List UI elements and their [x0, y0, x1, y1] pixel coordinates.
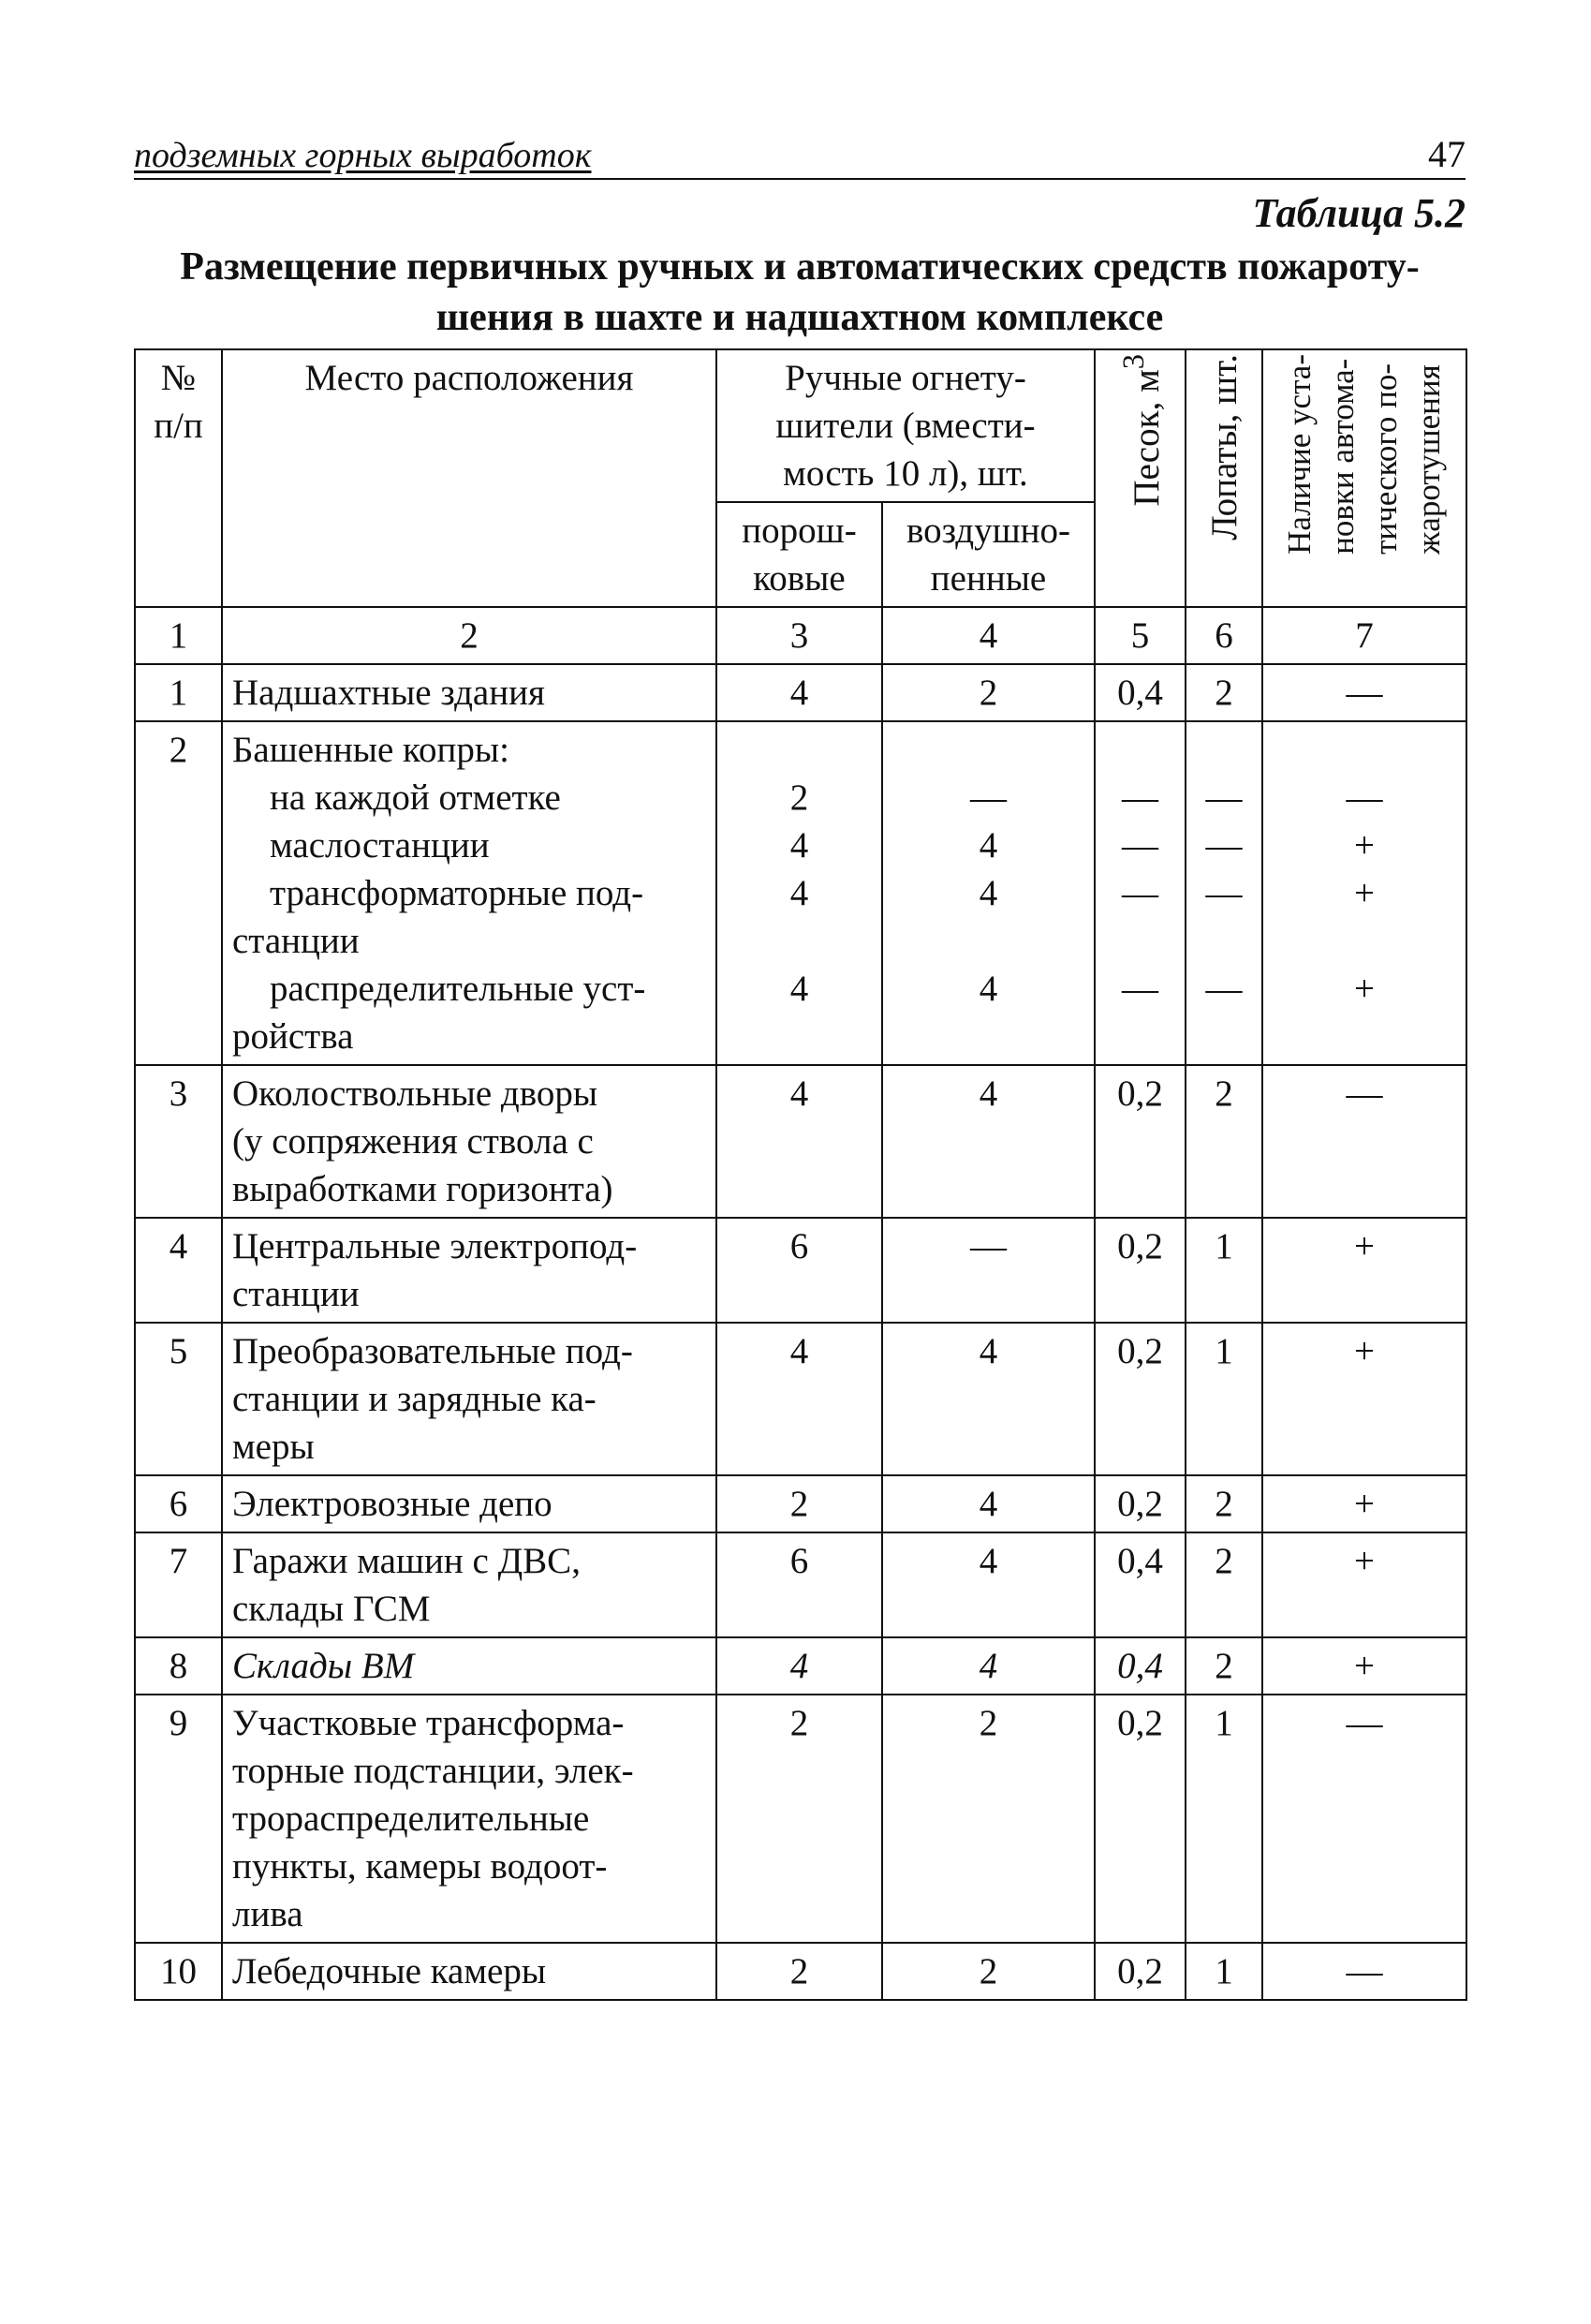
row-shovels: 1 [1186, 1218, 1262, 1323]
row-auto: + [1262, 1637, 1466, 1695]
row-powder: 6 [716, 1218, 882, 1323]
row-foam: 2 [882, 1695, 1095, 1943]
row-shovels: 2 [1186, 1532, 1262, 1637]
row-place: Преобразовательные под- станции и зарядные ка- меры [222, 1323, 716, 1475]
header-foam: воздушно- пенные [882, 502, 1095, 607]
column-number: 5 [1095, 607, 1186, 664]
row-auto: + [1262, 1475, 1466, 1532]
row-shovels: — — — — [1186, 721, 1262, 1065]
row-place: Центральные электропод- станции [222, 1218, 716, 1323]
table-title-line: шения в шахте и надшахтном комплексе [435, 296, 1164, 339]
row-powder: 4 [716, 664, 882, 721]
row-number: 3 [135, 1065, 222, 1218]
row-foam: — [882, 1218, 1095, 1323]
row-foam: 4 [882, 1532, 1095, 1637]
row-powder: 2 [716, 1943, 882, 2000]
row-number: 4 [135, 1218, 222, 1323]
row-number: 1 [135, 664, 222, 721]
row-shovels: 1 [1186, 1695, 1262, 1943]
table-row [135, 664, 1466, 721]
table-row [135, 1695, 1466, 1943]
row-number: 8 [135, 1637, 222, 1695]
row-place: Электровозные депо [222, 1475, 716, 1532]
row-auto: + [1262, 1323, 1466, 1475]
row-shovels: 1 [1186, 1943, 1262, 2000]
row-foam: 2 [882, 664, 1095, 721]
row-sand: 0,4 [1095, 1532, 1186, 1637]
row-powder: 4 [716, 1065, 882, 1218]
row-sand: 0,2 [1095, 1065, 1186, 1218]
table-row [135, 1475, 1466, 1532]
row-foam: — 4 4 4 [882, 721, 1095, 1065]
header-powder: порош- ковые [716, 502, 882, 607]
row-place: Участковые трансформа- торные подстанции, элек- трораспределительные пункты, камеры водоот- лива [222, 1695, 716, 1943]
row-foam: 4 [882, 1637, 1095, 1695]
row-place: Башенные копры: на каждой отметке маслостанции трансформаторные под- станции распределительные уст- ройства [222, 721, 716, 1065]
row-shovels: 2 [1186, 1065, 1262, 1218]
table-row [135, 1323, 1466, 1475]
running-title: подземных горных выработок [134, 136, 592, 175]
row-sand: 0,4 [1095, 664, 1186, 721]
header-shovels: Лопаты, шт. [1186, 349, 1262, 607]
row-sand: 0,2 [1095, 1943, 1186, 2000]
header-num: № п/п [135, 349, 222, 607]
header-extinguishers: Ручные огнету- шители (вмести- мость 10 л), шт. [716, 349, 1095, 502]
row-sand: 0,4 [1095, 1637, 1186, 1695]
column-number: 1 [135, 607, 222, 664]
table-row [135, 721, 1466, 1065]
row-number: 5 [135, 1323, 222, 1475]
column-number-row [135, 607, 1466, 664]
row-foam: 2 [882, 1943, 1095, 2000]
row-place: Надшахтные здания [222, 664, 716, 721]
row-powder: 4 [716, 1323, 882, 1475]
table-row [135, 1943, 1466, 2000]
row-shovels: 2 [1186, 664, 1262, 721]
row-auto: — + + + [1262, 721, 1466, 1065]
column-number: 6 [1186, 607, 1262, 664]
row-shovels: 1 [1186, 1323, 1262, 1475]
table-row [135, 1218, 1466, 1323]
column-number: 2 [222, 607, 716, 664]
row-number: 7 [135, 1532, 222, 1637]
row-auto: — [1262, 1943, 1466, 2000]
row-auto: + [1262, 1218, 1466, 1323]
table-row [135, 1065, 1466, 1218]
row-foam: 4 [882, 1065, 1095, 1218]
row-foam: 4 [882, 1323, 1095, 1475]
row-powder: 4 [716, 1637, 882, 1695]
row-powder: 6 [716, 1532, 882, 1637]
row-powder: 2 [716, 1695, 882, 1943]
row-sand: — — — — [1095, 721, 1186, 1065]
row-sand: 0,2 [1095, 1695, 1186, 1943]
column-number: 3 [716, 607, 882, 664]
row-number: 9 [135, 1695, 222, 1943]
header-auto: Наличие уста- новки автома- тического по- жаротушения [1262, 349, 1466, 607]
row-auto: — [1262, 664, 1466, 721]
running-head [134, 129, 1466, 180]
row-place: Гаражи машин с ДВС, склады ГСМ [222, 1532, 716, 1637]
row-place: Склады ВМ [222, 1637, 716, 1695]
row-shovels: 2 [1186, 1637, 1262, 1695]
table-label: Таблица 5.2 [1252, 190, 1466, 236]
row-number: 6 [135, 1475, 222, 1532]
equipment-table [134, 348, 1467, 2001]
row-sand: 0,2 [1095, 1218, 1186, 1323]
row-place: Лебедочные камеры [222, 1943, 716, 2000]
page-number: 47 [1428, 133, 1466, 175]
row-number: 2 [135, 721, 222, 1065]
column-number: 4 [882, 607, 1095, 664]
header-place: Место расположения [222, 349, 716, 607]
row-auto: + [1262, 1532, 1466, 1637]
row-powder: 2 [716, 1475, 882, 1532]
row-sand: 0,2 [1095, 1475, 1186, 1532]
column-number: 7 [1262, 607, 1466, 664]
table-row [135, 1532, 1466, 1637]
table-body [135, 664, 1466, 2000]
header-sand: Песок, $м^3$ [1095, 349, 1186, 607]
table-title [134, 242, 1466, 343]
row-sand: 0,2 [1095, 1323, 1186, 1475]
row-number: 10 [135, 1943, 222, 2000]
row-foam: 4 [882, 1475, 1095, 1532]
row-shovels: 2 [1186, 1475, 1262, 1532]
row-auto: — [1262, 1065, 1466, 1218]
row-powder: 2 4 4 4 [716, 721, 882, 1065]
table-title-line: Размещение первичных ручных и автоматических средств пожароту- [180, 245, 1420, 289]
row-place: Околоствольные дворы (у сопряжения ствола с выработками горизонта) [222, 1065, 716, 1218]
table-row [135, 1637, 1466, 1695]
row-auto: — [1262, 1695, 1466, 1943]
